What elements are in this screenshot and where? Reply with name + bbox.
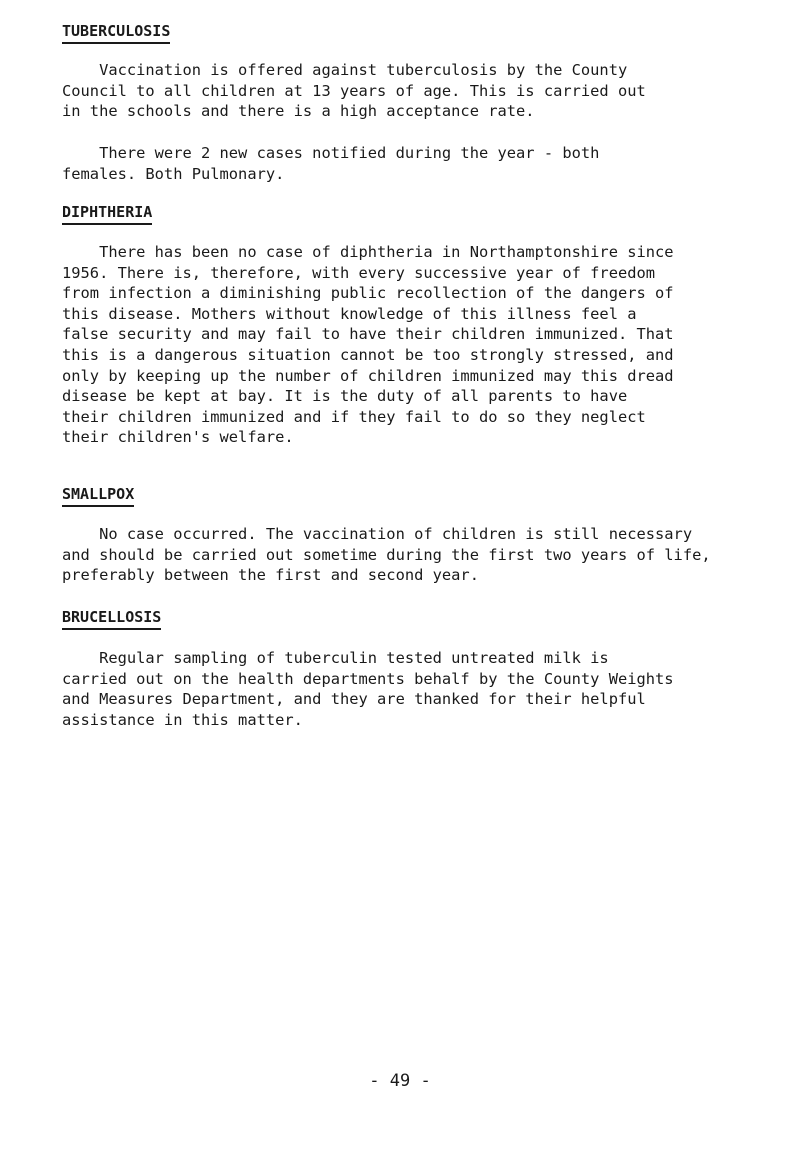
page-number: - 49 - bbox=[369, 1071, 431, 1091]
heading-diphtheria: DIPHTHERIA bbox=[62, 203, 152, 225]
heading-smallpox: SMALLPOX bbox=[62, 485, 134, 507]
paragraph-tuberculosis-vaccination: Vaccination is offered against tuberculosis by the County Council to all children at 13 years of age. This is carried out in the schools and there is a high acceptance rate. bbox=[62, 61, 646, 121]
heading-brucellosis: BRUCELLOSIS bbox=[62, 608, 161, 630]
paragraph-tuberculosis-cases: There were 2 new cases notified during the year - both females. Both Pulmonary. bbox=[62, 144, 600, 183]
paragraph-brucellosis: Regular sampling of tuberculin tested untreated milk is carried out on the health departments behalf by the County Weights and Measures Department, and they are thanked for their helpful assistance in this matter. bbox=[62, 649, 674, 729]
paragraph-smallpox: No case occurred. The vaccination of children is still necessary and should be carried out sometime during the first two years of life, preferably between the first and second year. bbox=[62, 525, 711, 585]
paragraph-diphtheria: There has been no case of diphtheria in Northamptonshire since 1956. There is, therefore, with every successive year of freedom from infection a diminishing public recollection of the dangers of this disease. Mothers without knowledge of this illness feel a false security and may fail to have their children immunized. That this is a dangerous situation cannot be too strongly stressed, and only by keeping up the number of children immunized may this dread disease be kept at bay. It is the duty of all parents to have their children immunized and if they fail to do so they neglect their children's welfare. bbox=[62, 243, 674, 447]
heading-tuberculosis: TUBERCULOSIS bbox=[62, 22, 170, 44]
